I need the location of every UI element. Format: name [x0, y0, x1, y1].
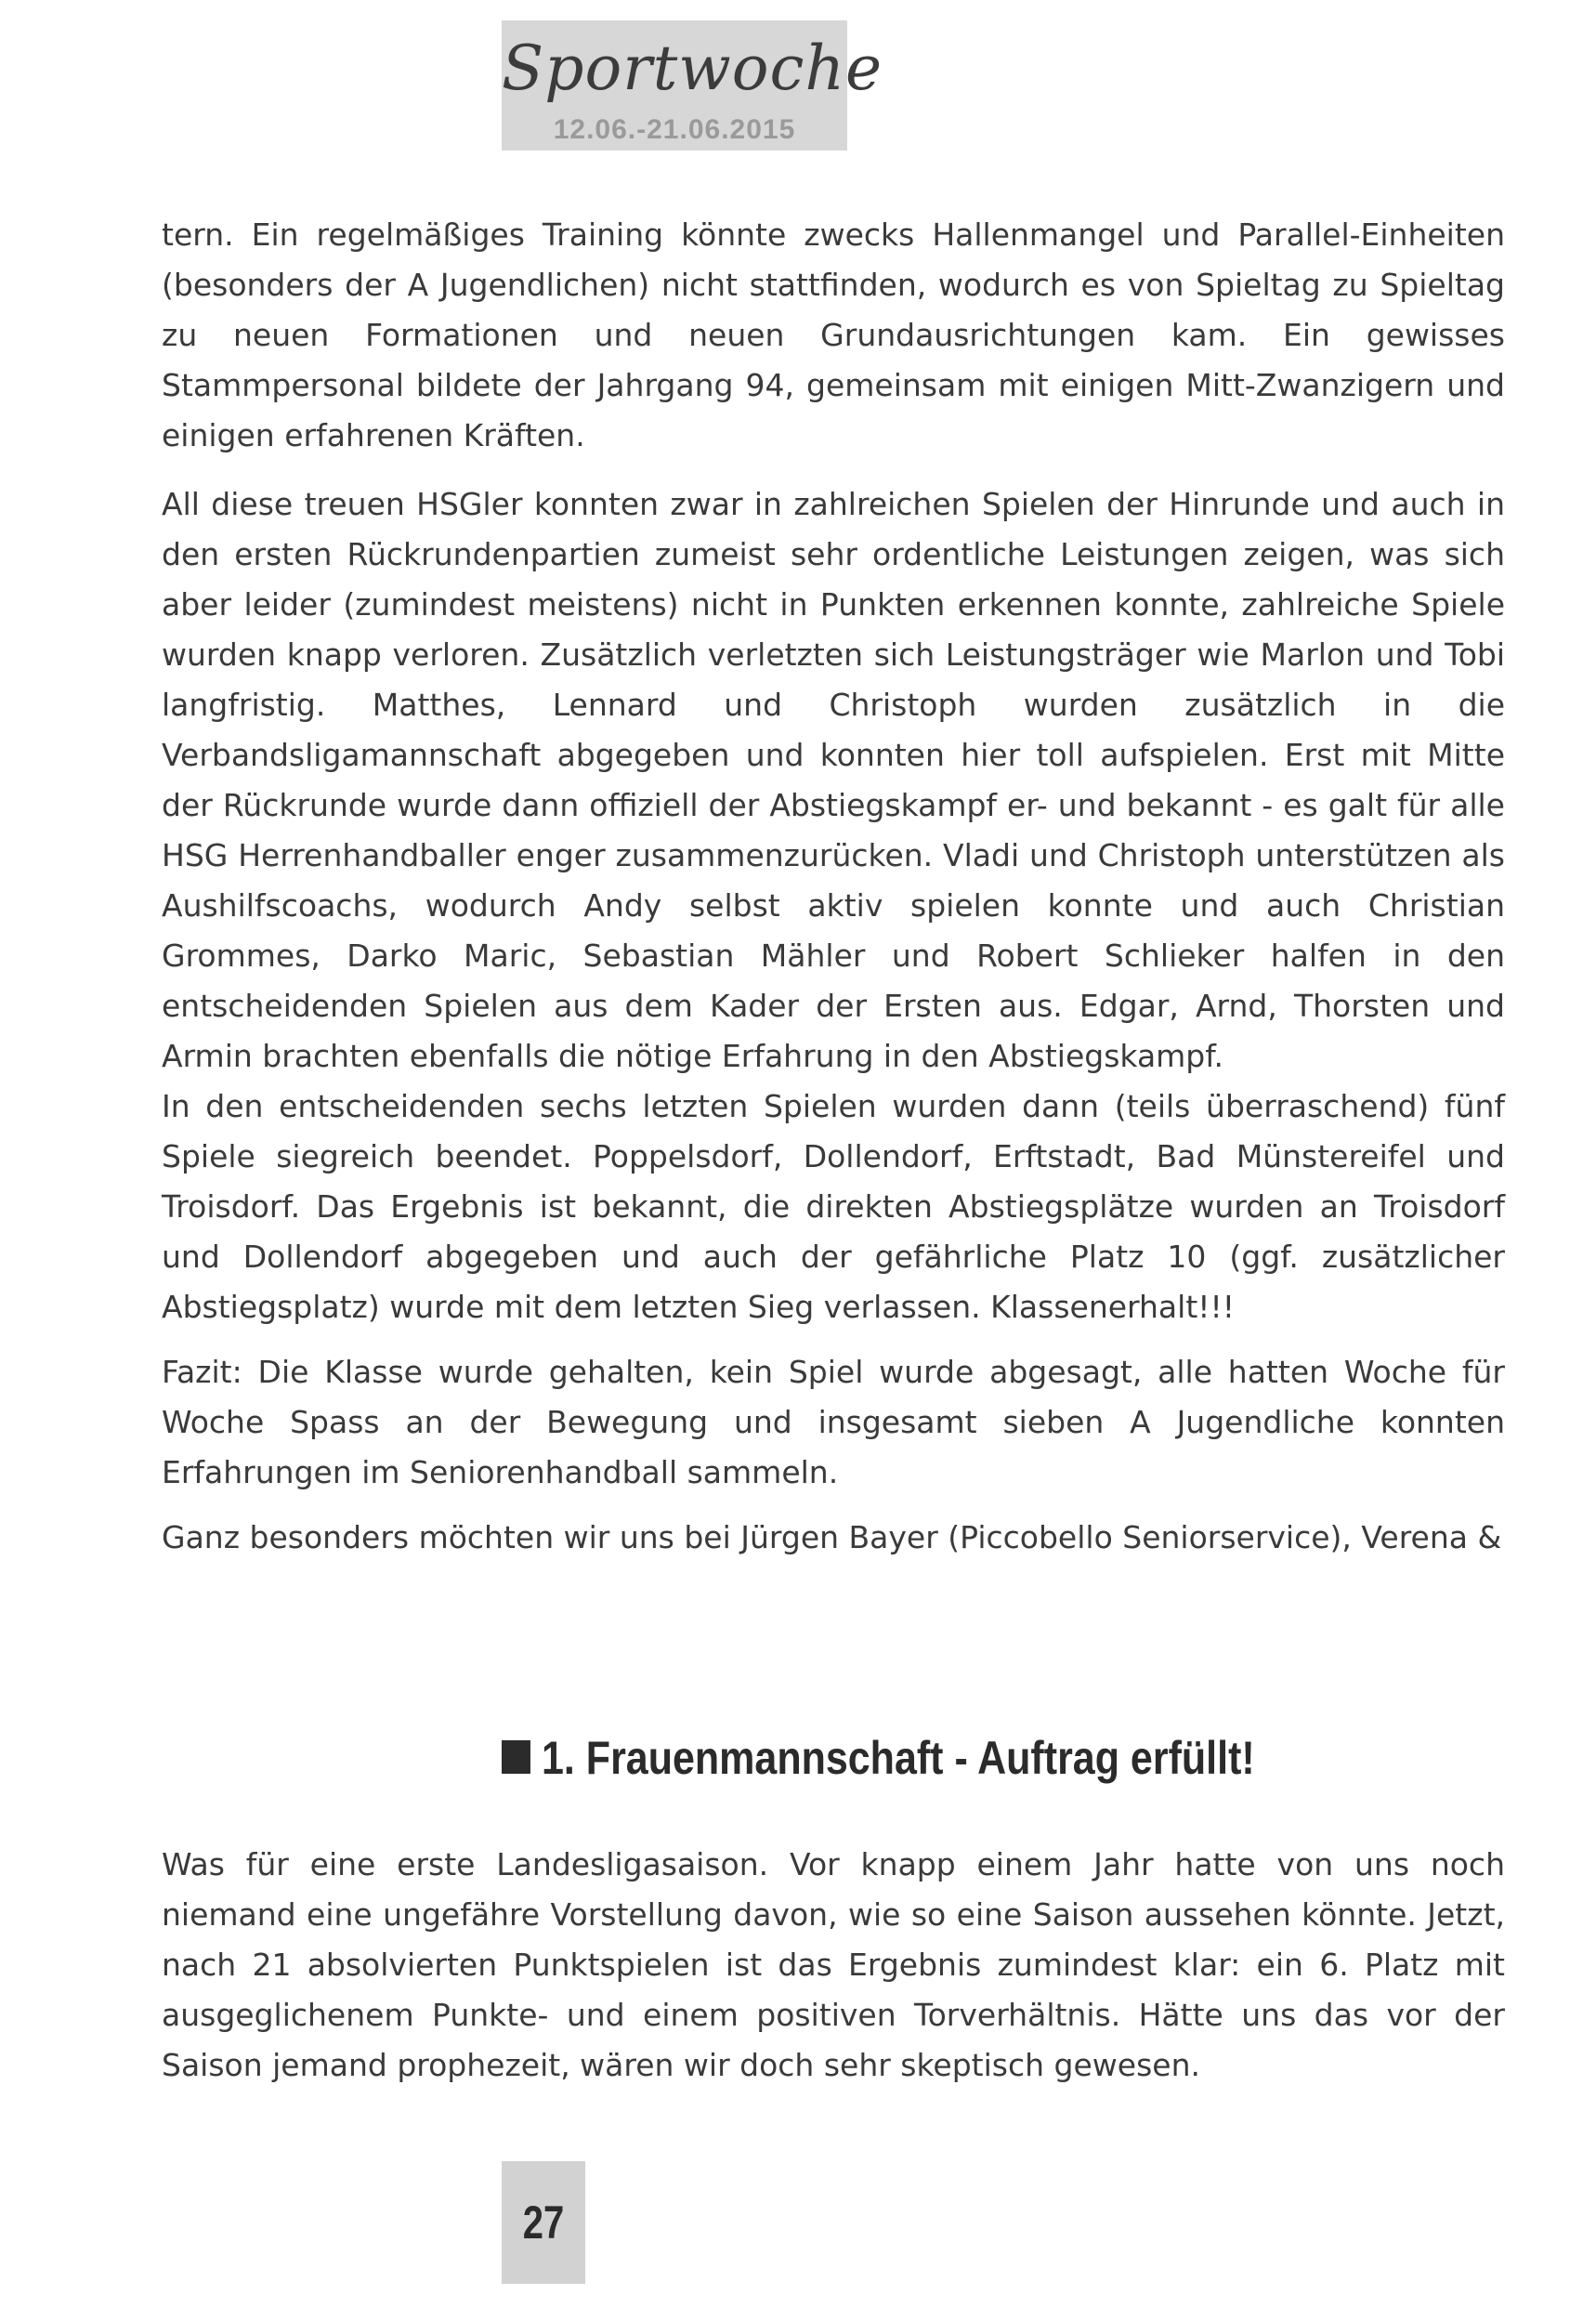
page-number-box	[502, 2161, 585, 2284]
section-body	[162, 1840, 1505, 2091]
paragraph-hsgler: All diese treuen HSGler konnten zwar in zahlreichen Spielen der Hinrunde und auch in den ersten Rückrundenpartien zumeist sehr ordentliche Leistungen zeigen, was sich aber leider (zumindest meistens) nicht in Punkten erkennen konnte, zahlreiche Spiele wurden knapp verloren. Zusätzlich verletzten sich Leistungsträger wie Marlon und Tobi langfristig. Matthes, Lennard und Christoph wurden zusätzlich in die Verbandsligamannschaft abgegeben und konnten hier toll aufspielen. Erst mit Mitte der Rückrunde wurde dann offiziell der Abstiegskampf er- und bekannt - es galt für alle HSG Herrenhandballer enger zusammenzurücken. Vladi und Christoph unterstützen als Aushilfscoachs, wodurch Andy selbst aktiv spielen konnte und auch Christian Grommes, Darko Maric, Sebastian Mähler und Robert Schlieker halfen in den entscheidenden Spielen aus dem Kader der Ersten aus. Edgar, Arnd, Thorsten und Armin brachten ebenfalls die nötige Erfahrung in den Abstiegskampf.	[162, 486, 1505, 1074]
paragraph-thanks: Ganz besonders möchten wir uns bei Jürgen Bayer (Piccobello Seniorservice), Verena &	[162, 1519, 1502, 1555]
paragraph-intro-continuation: tern. Ein regelmäßiges Training könnte zwecks Hallenmangel und Parallel-Einheiten (besonders der A Jugendlichen) nicht stattfinden, wodurch es von Spieltag zu Spieltag zu neuen Formationen und neuen Grundausrichtungen kam. Ein gewisses Stammpersonal bildete der Jahrgang 94, gemeinsam mit einigen Mitt-Zwanzigern und einigen erfahrenen Kräften.	[162, 216, 1505, 453]
section-heading	[502, 1730, 1255, 1786]
section-heading-text: 1. Frauenmannschaft - Auftrag erfüllt!	[542, 1732, 1255, 1784]
header-title: Sportwoche	[502, 33, 883, 104]
paragraph-final-games: In den entscheidenden sechs letzten Spielen wurden dann (teils überraschend) fünf Spiele siegreich beendet. Poppelsdorf, Dollendorf, Erftstadt, Bad Münstereifel und Troisdorf. Das Ergebnis ist bekannt, die direkten Abstiegsplätze wurden an Troisdorf und Dollendorf abgegeben und auch der gefährliche Platz 10 (ggf. zusätzlicher Abstiegsplatz) wurde mit dem letzten Sieg verlassen. Klassenerhalt!!!	[162, 1088, 1505, 1325]
article-body	[162, 210, 1505, 1563]
header-banner	[502, 20, 883, 151]
paragraph-fazit: Fazit: Die Klasse wurde gehalten, kein Spiel wurde abgesagt, alle hatten Woche für Woche Spass an der Bewegung und insgesamt sieben A Jugendliche konnten Erfahrungen im Seniorenhandball sammeln.	[162, 1354, 1505, 1490]
page-number: 27	[522, 2197, 565, 2249]
heading-bullet-icon	[502, 1740, 530, 1774]
paragraph-frauenmannschaft: Was für eine erste Landesligasaison. Vor knapp einem Jahr hatte von uns noch niemand eine ungefähre Vorstellung davon, wie so eine Saison aussehen könnte. Jetzt, nach 21 absolvierten Punktspielen ist das Ergebnis zumindest klar: ein 6. Platz mit ausgeglichenem Punkte- und einem positiven Torverhältnis. Hätte uns das vor der Saison jemand prophezeit, wären wir doch sehr skeptisch gewesen.	[162, 1846, 1505, 2083]
header-date-range: 12.06.-21.06.2015	[553, 114, 796, 145]
